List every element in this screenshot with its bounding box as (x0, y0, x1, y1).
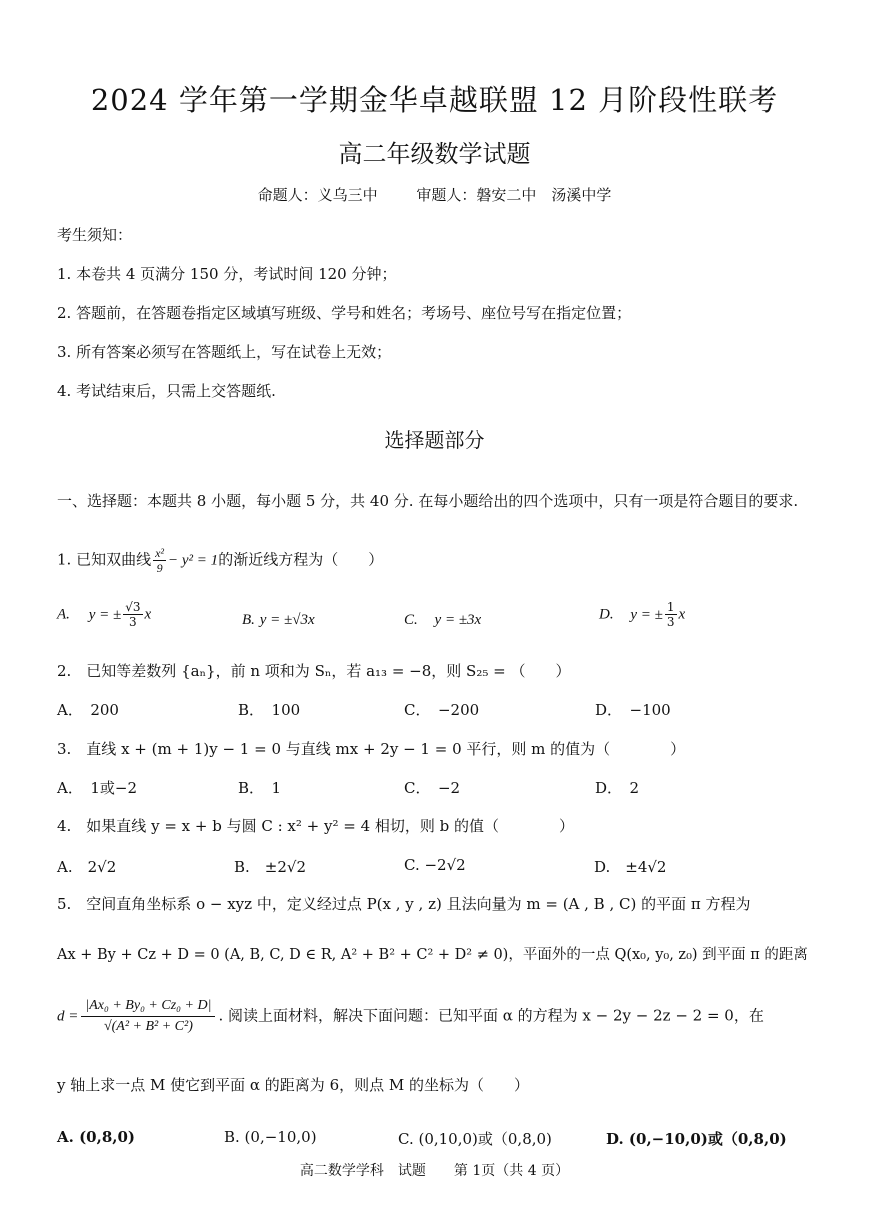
q4-option-b: B. ±2√2 (234, 858, 307, 876)
page-footer: 高二数学学科 试题 第 1页（共 4 页） (299, 1163, 570, 1179)
q5-d-label: d = (57, 1008, 79, 1025)
question-5-line-4: y 轴上求一点 M 使它到平面 α 的距离为 6，则点 M 的坐标为（ ） (57, 1076, 530, 1094)
notice-item-3: 3. 所有答案必须写在答题纸上，写在试卷上无效； (57, 343, 392, 361)
q5-option-a: A. (0,8,0) (57, 1128, 136, 1146)
q1-b-label: B. (242, 612, 255, 628)
q1-equation: − y² = 1 (168, 552, 219, 569)
q1-d-fraction (665, 600, 677, 629)
question-1 (57, 546, 383, 575)
q1-c-label: C. (404, 612, 418, 628)
q4-option-a: A. 2√2 (57, 858, 117, 876)
q1-a-pre: y = ± (88, 606, 122, 623)
q4-option-c: C. −2√2 (404, 856, 466, 874)
q5-frac-num: |Ax₀ + By₀ + Cz₀ + D| (81, 996, 215, 1017)
exam-title: 2024 学年第一学期金华卓越联盟 12 月阶段性联考 (90, 83, 779, 117)
q2-option-c: C． −200 (404, 701, 480, 719)
q1-option-b (242, 610, 315, 629)
q1-d-num: 1 (666, 600, 675, 614)
question-2: 2. 已知等差数列 {aₙ}，前 n 项和为 Sₙ，若 a₁₃ = −8，则 S₂₅ = （ ） (57, 662, 571, 680)
q1-suffix: 的渐近线方程为（ ） (218, 550, 384, 569)
q1-d-post: x (678, 606, 686, 623)
q5-line3-post: . 阅读上面材料，解决下面问题：已知平面 α 的方程为 x − 2y − 2z − 2 = 0，在 (218, 1006, 764, 1025)
question-4: 4. 如果直线 y = x + b 与圆 C : x² + y² = 4 相切，则 b 的值（ ） (57, 817, 575, 835)
q1-d-pre: y = ± (630, 606, 663, 623)
part-intro: 一、选择题：本题共 8 小题，每小题 5 分，共 40 分. 在每小题给出的四个选项中，只有一项是符合题目的要求. (57, 492, 799, 510)
q5-option-c: C. (0,10,0)或（0,8,0) (398, 1130, 552, 1148)
q1-a-num: √3 (125, 600, 141, 614)
q1-frac-num: x² (155, 546, 165, 560)
q5-option-b: B. (0,−10,0) (224, 1128, 317, 1146)
q3-option-c: C． −2 (404, 779, 461, 797)
question-5-line-2: Ax + By + Cz + D = 0 (A, B, C, D ∈ R, A² + B² + C² + D² ≠ 0)，平面外的一点 Q(x₀, y₀, z₀) 到平面 π 的距离 (57, 947, 808, 963)
authors-line (0, 184, 869, 205)
q5-frac-den: √(A² + B² + C²) (103, 1019, 193, 1034)
notice-item-2: 2. 答题前，在答题卷指定区域填写班级、学号和姓名；考场号、座位号写在指定位置； (57, 304, 632, 322)
q1-a-fraction (123, 600, 142, 629)
q3-option-d: D． 2 (595, 779, 640, 797)
q1-frac-den: 9 (156, 561, 163, 575)
q4-option-d: D. ±4√2 (594, 858, 667, 876)
q1-c-text: y = ±3x (434, 612, 482, 628)
question-5-line-1: 5. 空间直角坐标系 o − xyz 中，定义经过点 P(x , y , z) 且法向量为 m = (A , B , C) 的平面 π 方程为 (57, 895, 751, 913)
section-title: 选择题部分 (384, 428, 485, 452)
q1-option-a (57, 600, 151, 629)
notice-heading: 考生须知： (57, 226, 133, 244)
q1-a-den: 3 (129, 615, 137, 629)
setter-label: 命题人：义乌三中 (257, 186, 378, 204)
question-3: 3. 直线 x + (m + 1)y − 1 = 0 与直线 mx + 2y − 1 = 0 平行，则 m 的值为（ ） (57, 740, 686, 758)
exam-subtitle: 高二年级数学试题 (338, 140, 531, 168)
q1-a-label: A. (57, 606, 70, 623)
q5-option-d: D. (0,−10,0)或（0,8,0) (606, 1130, 787, 1148)
q3-option-a: A． 1或−2 (57, 779, 137, 797)
question-5-line-3 (57, 996, 764, 1037)
q1-d-den: 3 (666, 615, 675, 629)
notice-item-1: 1. 本卷共 4 页满分 150 分，考试时间 120 分钟； (57, 265, 397, 283)
q2-option-d: D． −100 (595, 701, 671, 719)
q5-distance-fraction (81, 996, 215, 1037)
q2-option-b: B． 100 (238, 701, 301, 719)
q3-option-b: B． 1 (238, 779, 282, 797)
q1-option-d (599, 600, 685, 629)
q2-option-a: A． 200 (57, 701, 119, 719)
q1-option-c (404, 610, 481, 629)
notice-item-4: 4. 考试结束后，只需上交答题纸. (57, 382, 276, 400)
q1-b-text: y = ±√3x (259, 612, 315, 628)
q1-fraction (153, 546, 166, 575)
q1-a-post: x (144, 606, 152, 623)
q1-d-label: D. (599, 606, 614, 623)
reviewer-label: 审题人：磐安二中 汤溪中学 (416, 186, 612, 204)
q1-prefix: 1. 已知双曲线 (57, 550, 152, 569)
